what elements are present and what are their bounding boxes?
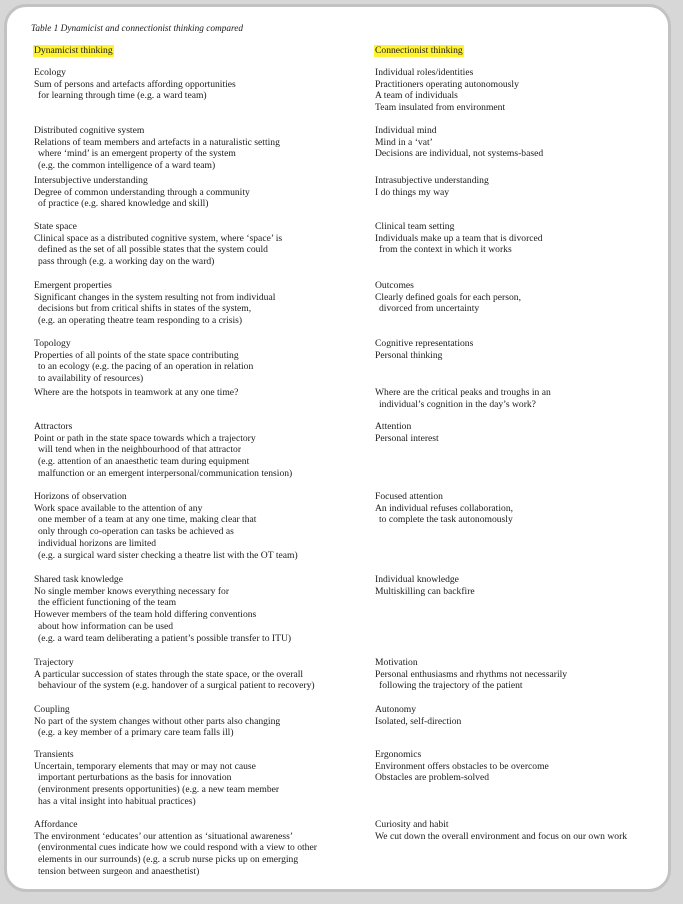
cell-line: (e.g. an operating theatre team responding to a crisis) (38, 315, 243, 327)
row-9-connectionist-cell (375, 491, 513, 526)
cell-heading: Ecology (34, 67, 66, 78)
cell-heading: Trajectory (34, 657, 74, 668)
cell-heading: Cognitive representations (375, 338, 474, 349)
cell-line: tension between surgeon and anaesthetist) (38, 865, 200, 877)
row-9-dynamicist-cell (34, 491, 298, 561)
cell-heading: Distributed cognitive system (34, 125, 145, 136)
row-14-dynamicist-cell (34, 819, 317, 878)
cell-line: Obstacles are problem-solved (375, 772, 490, 784)
cell-line: where ‘mind’ is an emergent property of the system (38, 148, 236, 160)
cell-heading: Autonomy (375, 704, 417, 715)
cell-line: Properties of all points of the state space contributing (34, 349, 239, 361)
cell-line: divorced from uncertainty (379, 303, 480, 315)
row-1-dynamicist-cell (34, 67, 236, 102)
cell-line: one member of a team at any one time, making clear that (38, 514, 257, 526)
cell-line: A team of individuals (375, 90, 458, 102)
cell-line: pass through (e.g. a working day on the ward) (38, 256, 215, 268)
cell-line: decisions but from critical shifts in states of the system, (38, 303, 252, 315)
cell-heading: Curiosity and habit (375, 819, 449, 830)
cell-line: Mind in a ‘vat’ (375, 136, 433, 148)
cell-heading: Ergonomics (375, 749, 422, 760)
cell-line: to an ecology (e.g. the pacing of an operation in relation (38, 361, 254, 373)
cell-line: Degree of common understanding through a community (34, 186, 250, 198)
row-10-dynamicist-cell (34, 574, 291, 644)
cell-heading: Focused attention (375, 491, 443, 502)
cell-line: Personal thinking (375, 349, 443, 361)
cell-line: Significant changes in the system resulting not from individual (34, 291, 276, 303)
cell-heading: Motivation (375, 657, 418, 668)
row-6-dynamicist-cell (34, 338, 253, 385)
cell-line: Personal interest (375, 432, 439, 444)
row-2-connectionist-cell (375, 125, 543, 160)
cell-heading: State space (34, 221, 77, 232)
header-dynamicist: Dynamicist thinking (34, 45, 113, 56)
cell-line: An individual refuses collaboration, (375, 502, 514, 514)
row-11-dynamicist-cell (34, 657, 315, 692)
cell-line: (e.g. a surgical ward sister checking a theatre list with the OT team) (38, 549, 298, 561)
row-5-connectionist-cell (375, 280, 521, 315)
cell-line: malfunction or an emergent interpersonal/communication tension) (38, 467, 293, 479)
row-8-connectionist-cell (375, 421, 439, 444)
cell-line: Uncertain, temporary elements that may or may not cause (34, 760, 256, 772)
header-connectionist: Connectionist thinking (375, 45, 463, 56)
cell-line: Multiskilling can backfire (375, 585, 475, 597)
row-14-connectionist-cell (375, 819, 627, 842)
cell-line: A particular succession of states through the state space, or the overall (34, 668, 304, 680)
cell-line: (e.g. attention of an anaesthetic team during equipment (38, 456, 250, 468)
cell-heading: Intrasubjective understanding (375, 175, 489, 186)
cell-line: to complete the task autonomously (379, 514, 513, 526)
cell-line: following the trajectory of the patient (379, 680, 523, 692)
cell-heading: Horizons of observation (34, 491, 127, 502)
cell-line: Sum of persons and artefacts affording opportunities (34, 78, 236, 90)
cell-heading: Where are the hotspots in teamwork at any one time? (34, 387, 239, 398)
cell-line: defined as the set of all possible states that the system could (38, 244, 268, 256)
row-11-connectionist-cell (375, 657, 567, 692)
cell-line: about how information can be used (38, 620, 174, 632)
cell-line: Environment offers obstacles to be overcome (375, 760, 549, 772)
cell-line: Individuals make up a team that is divorced (375, 232, 543, 244)
cell-line: Decisions are individual, not systems-based (375, 148, 544, 160)
cell-line: No single member knows everything necessary for (34, 585, 230, 597)
cell-line: (e.g. the common intelligence of a ward team) (38, 160, 216, 172)
row-5-dynamicist-cell (34, 280, 275, 327)
row-10-connectionist-cell (375, 574, 475, 597)
row-12-connectionist-cell (375, 704, 461, 727)
row-8-dynamicist-cell (34, 421, 292, 480)
cell-line: Team insulated from environment (375, 102, 506, 114)
cell-line: to availability of resources) (38, 373, 144, 385)
cell-line: However members of the team hold differing conventions (34, 609, 257, 621)
cell-line: (e.g. a key member of a primary care team falls ill) (38, 727, 234, 739)
cell-line: (environmental cues indicate how we could respond with a view to other (38, 842, 317, 854)
cell-line: Practitioners operating autonomously (375, 78, 519, 90)
cell-line: We cut down the overall environment and focus on our own work (375, 830, 628, 842)
row-2-dynamicist-cell (34, 125, 280, 172)
cell-heading: Affordance (34, 819, 78, 830)
cell-line: (environment presents opportunities) (e.g. a new team member (38, 784, 280, 796)
cell-heading: Shared task knowledge (34, 574, 123, 585)
row-13-dynamicist-cell (34, 749, 279, 808)
cell-heading: Intersubjective understanding (34, 175, 148, 186)
cell-line: Clinical space as a distributed cognitive system, where ‘space’ is (34, 232, 283, 244)
cell-line: for learning through time (e.g. a ward team) (38, 90, 207, 102)
cell-heading: Emergent properties (34, 280, 112, 291)
cell-line: has a vital insight into habitual practices) (38, 795, 196, 807)
row-3-connectionist-cell (375, 175, 489, 198)
cell-line: will tend when in the neighbourhood of that attractor (38, 444, 242, 456)
row-7-dynamicist-cell (34, 387, 238, 399)
cell-line: behaviour of the system (e.g. handover of a surgical patient to recovery) (38, 680, 315, 692)
cell-heading: Individual mind (375, 125, 437, 136)
cell-line: important perturbations as the basis for innovation (38, 772, 232, 784)
row-3-dynamicist-cell (34, 175, 250, 210)
cell-line: only through co-operation can tasks be achieved as (38, 526, 234, 538)
cell-heading: Attention (375, 421, 412, 432)
cell-line: Isolated, self-direction (375, 715, 462, 727)
row-13-connectionist-cell (375, 749, 549, 784)
cell-line: The environment ‘educates’ our attention as ‘situational awareness’ (34, 830, 294, 842)
cell-heading: Individual roles/identities (375, 67, 474, 78)
cell-line: No part of the system changes without other parts also changing (34, 715, 281, 727)
cell-line: Relations of team members and artefacts in a naturalistic setting (34, 136, 280, 148)
row-7-connectionist-cell (375, 387, 551, 410)
row-12-dynamicist-cell (34, 704, 280, 739)
cell-line: elements in our surrounds) (e.g. a scrub nurse picks up on emerging (38, 854, 299, 866)
cell-heading: Attractors (34, 421, 73, 432)
cell-line: individual’s cognition in the day’s work? (379, 398, 536, 410)
cell-heading: Where are the critical peaks and troughs in an (375, 387, 551, 398)
cell-line: from the context in which it works (379, 244, 512, 256)
cell-heading: Clinical team setting (375, 221, 455, 232)
cell-heading: Individual knowledge (375, 574, 459, 585)
cell-line: of practice (e.g. shared knowledge and skill) (38, 198, 209, 210)
cell-line: Personal enthusiasms and rhythms not necessarily (375, 668, 568, 680)
table-title: Table 1 Dynamicist and connectionist thinking compared (31, 24, 244, 34)
cell-line: the efficient functioning of the team (38, 597, 177, 609)
cell-line: Point or path in the state space towards which a trajectory (34, 432, 256, 444)
cell-line: individual horizons are limited (38, 537, 157, 549)
cell-heading: Topology (34, 338, 71, 349)
cell-line: (e.g. a ward team deliberating a patient’s possible transfer to ITU) (38, 632, 292, 644)
row-6-connectionist-cell (375, 338, 473, 361)
cell-line: Clearly defined goals for each person, (375, 291, 521, 303)
cell-heading: Outcomes (375, 280, 414, 291)
row-4-dynamicist-cell (34, 221, 282, 268)
row-4-connectionist-cell (375, 221, 543, 256)
cell-heading: Transients (34, 749, 74, 760)
row-1-connectionist-cell (375, 67, 519, 114)
cell-heading: Coupling (34, 704, 70, 715)
cell-line: Work space available to the attention of any (34, 502, 203, 514)
cell-line: I do things my way (375, 186, 450, 198)
